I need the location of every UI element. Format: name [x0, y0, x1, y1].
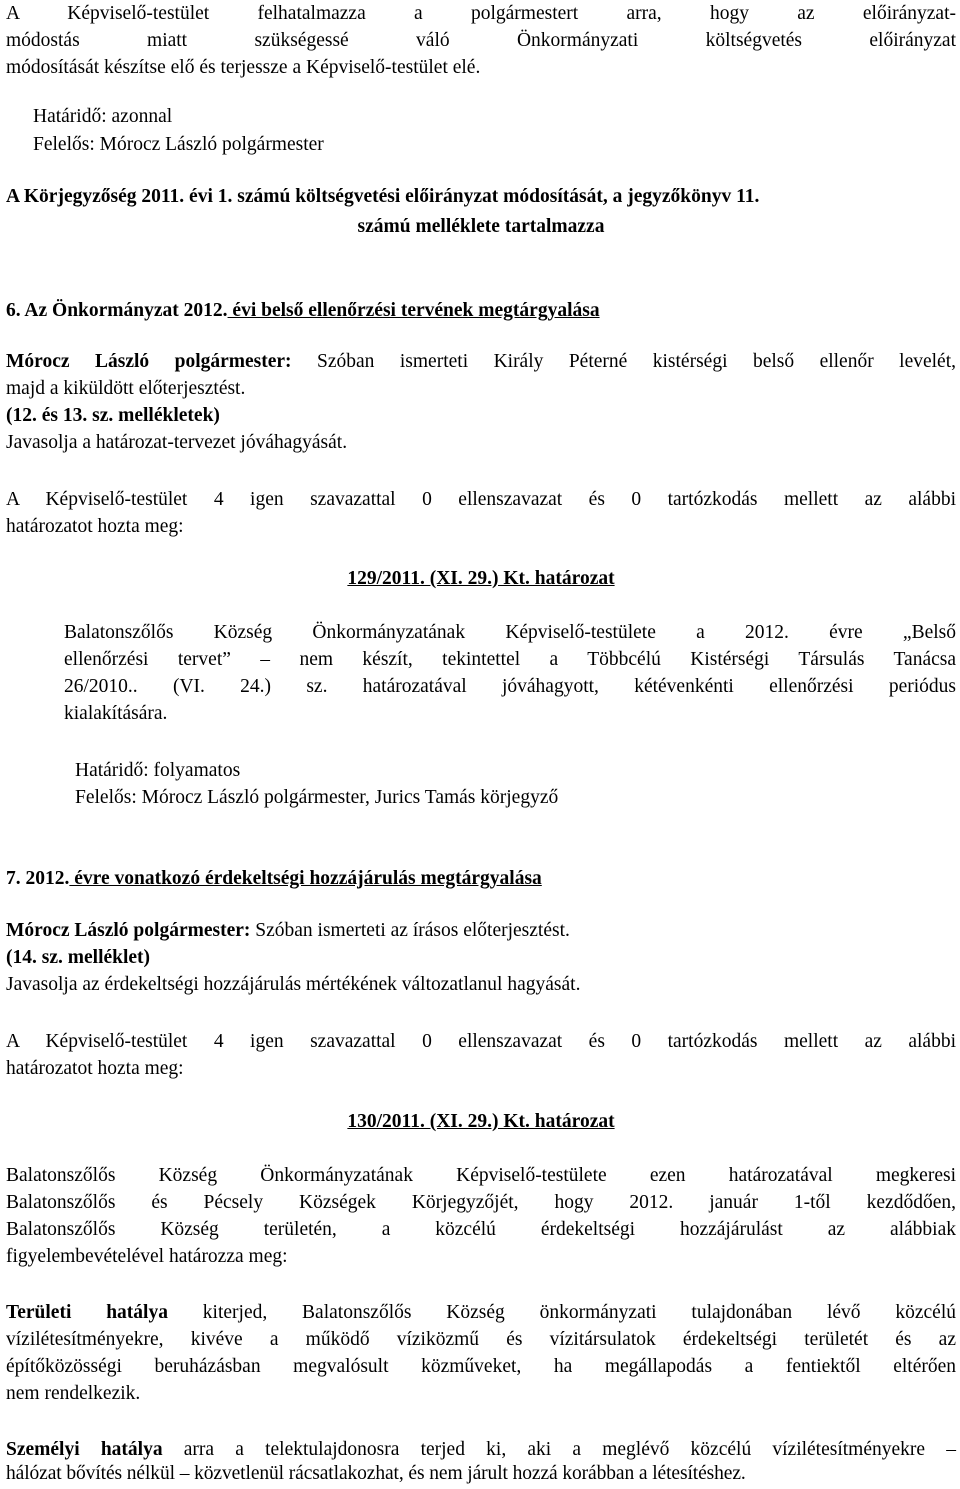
deadline: Határidő: azonnal [33, 106, 173, 127]
attachment-note: A Körjegyzőség 2011. évi 1. számú költségvetési előirányzat módosítását, a jegyzőkönyv 11. [6, 186, 760, 207]
vote-line: A Képviselő-testület 4 igen szavazattal 0 ellenszavazat és 0 tartózkodás mellett az alábbi [6, 1031, 956, 1052]
intro-line: A Képviselő-testület felhatalmazza a polgármestert arra, hogy az előirányzat- [6, 3, 956, 24]
attachment-note: számú melléklete tartalmazza [357, 216, 605, 237]
territorial-scope-line: vízilétesítményekre, kivéve a működő víziközmű és vízitársulatok érdekeltségi területét és az [6, 1329, 956, 1350]
resolution-title: 130/2011. (XI. 29.) Kt. határozat [347, 1111, 615, 1132]
territorial-scope-label: Területi hatálya [6, 1302, 168, 1323]
section-title: évi belső ellenőrzési tervének megtárgyalása [227, 300, 600, 321]
resolution-line: figyelembevételével határozza meg: [6, 1246, 288, 1267]
section-title: évre vonatkozó érdekeltségi hozzájárulás megtárgyalása [69, 868, 542, 889]
speaker-name: Mórocz László polgármester: [6, 351, 292, 372]
resolution-line: Balatonszőlős Község Önkormányzatának Képviselő-testülete a 2012. évre „Belső [64, 622, 956, 643]
personal-scope-label: Személyi hatálya [6, 1439, 163, 1460]
speaker-text: Szóban ismerteti Király Péterné kistérségi belső ellenőr levelét, [291, 351, 957, 372]
proposal: Javasolja a határozat-tervezet jóváhagyását. [6, 432, 348, 453]
section-number: 6. Az Önkormányzat 2012. [6, 300, 228, 321]
speaker-line [6, 348, 956, 375]
intro-line: módosítását készítse elő és terjessze a Képviselő-testület elé. [6, 57, 481, 78]
personal-scope-line: hálózat bővítés nélkül – közvetlenül rácsatlakozhat, és nem járult hozzá korábban a létesítéshez. [6, 1463, 746, 1484]
resolution-line: ellenőrzési tervet” – nem készít, tekintettel a Többcélú Kistérségi Társulás Tanácsa [64, 649, 956, 670]
territorial-scope-line: nem rendelkezik. [6, 1383, 141, 1404]
intro-line: módostás miatt szükségessé váló Önkormányzati költségvetés előirányzat [6, 30, 956, 51]
vote-line: A Képviselő-testület 4 igen szavazattal 0 ellenszavazat és 0 tartózkodás mellett az alábbi [6, 489, 956, 510]
territorial-scope-line: építőközösségi beruházásban megvalósult közműveket, ha megállapodás a fentiektől eltérően [6, 1356, 956, 1377]
personal-scope-line: Személyi hatálya arra a telektulajdonosra terjed ki, aki a meglévő közcélú vízilétesítményekre – [6, 1439, 956, 1460]
speaker-name: Mórocz László polgármester: [6, 920, 251, 941]
resolution-line: 26/2010.. (VI. 24.) sz. határozatával jóváhagyott, kétévenkénti ellenőrzési periódus [64, 676, 956, 697]
resolution-line: Balatonszőlős és Pécsely Községek Körjegyzőjét, hogy 2012. január 1-től kezdődően, [6, 1192, 956, 1213]
annex-ref: (12. és 13. sz. mellékletek) [6, 405, 220, 426]
section-heading [6, 297, 600, 324]
vote-line: határozatot hozta meg: [6, 1058, 184, 1079]
responsible: Felelős: Mórocz László polgármester, Jurics Tamás körjegyző [75, 787, 559, 808]
speaker-line [6, 917, 570, 944]
annex-ref: (14. sz. melléklet) [6, 947, 151, 968]
resolution-line: Balatonszőlős Község Önkormányzatának Képviselő-testülete ezen határozatával megkeresi [6, 1165, 956, 1186]
speaker-text: Szóban ismerteti az írásos előterjesztést. [250, 920, 570, 941]
resolution-line: Balatonszőlős Község területén, a közcélú érdekeltségi hozzájárulást az alábbiak [6, 1219, 956, 1240]
territorial-scope-line: Területi hatálya kiterjed, Balatonszőlős Község önkormányzati tulajdonában lévő közcélú [6, 1302, 956, 1323]
deadline: Határidő: folyamatos [75, 760, 241, 781]
section-number: 7. 2012. [6, 868, 70, 889]
resolution-title: 129/2011. (XI. 29.) Kt. határozat [347, 568, 615, 589]
responsible: Felelős: Mórocz László polgármester [33, 134, 324, 155]
proposal: Javasolja az érdekeltségi hozzájárulás mértékének változatlanul hagyását. [6, 974, 581, 995]
vote-line: határozatot hozta meg: [6, 516, 184, 537]
speaker-line: majd a kiküldött előterjesztést. [6, 378, 246, 399]
resolution-line: kialakítására. [64, 703, 168, 724]
section-heading [6, 865, 542, 892]
